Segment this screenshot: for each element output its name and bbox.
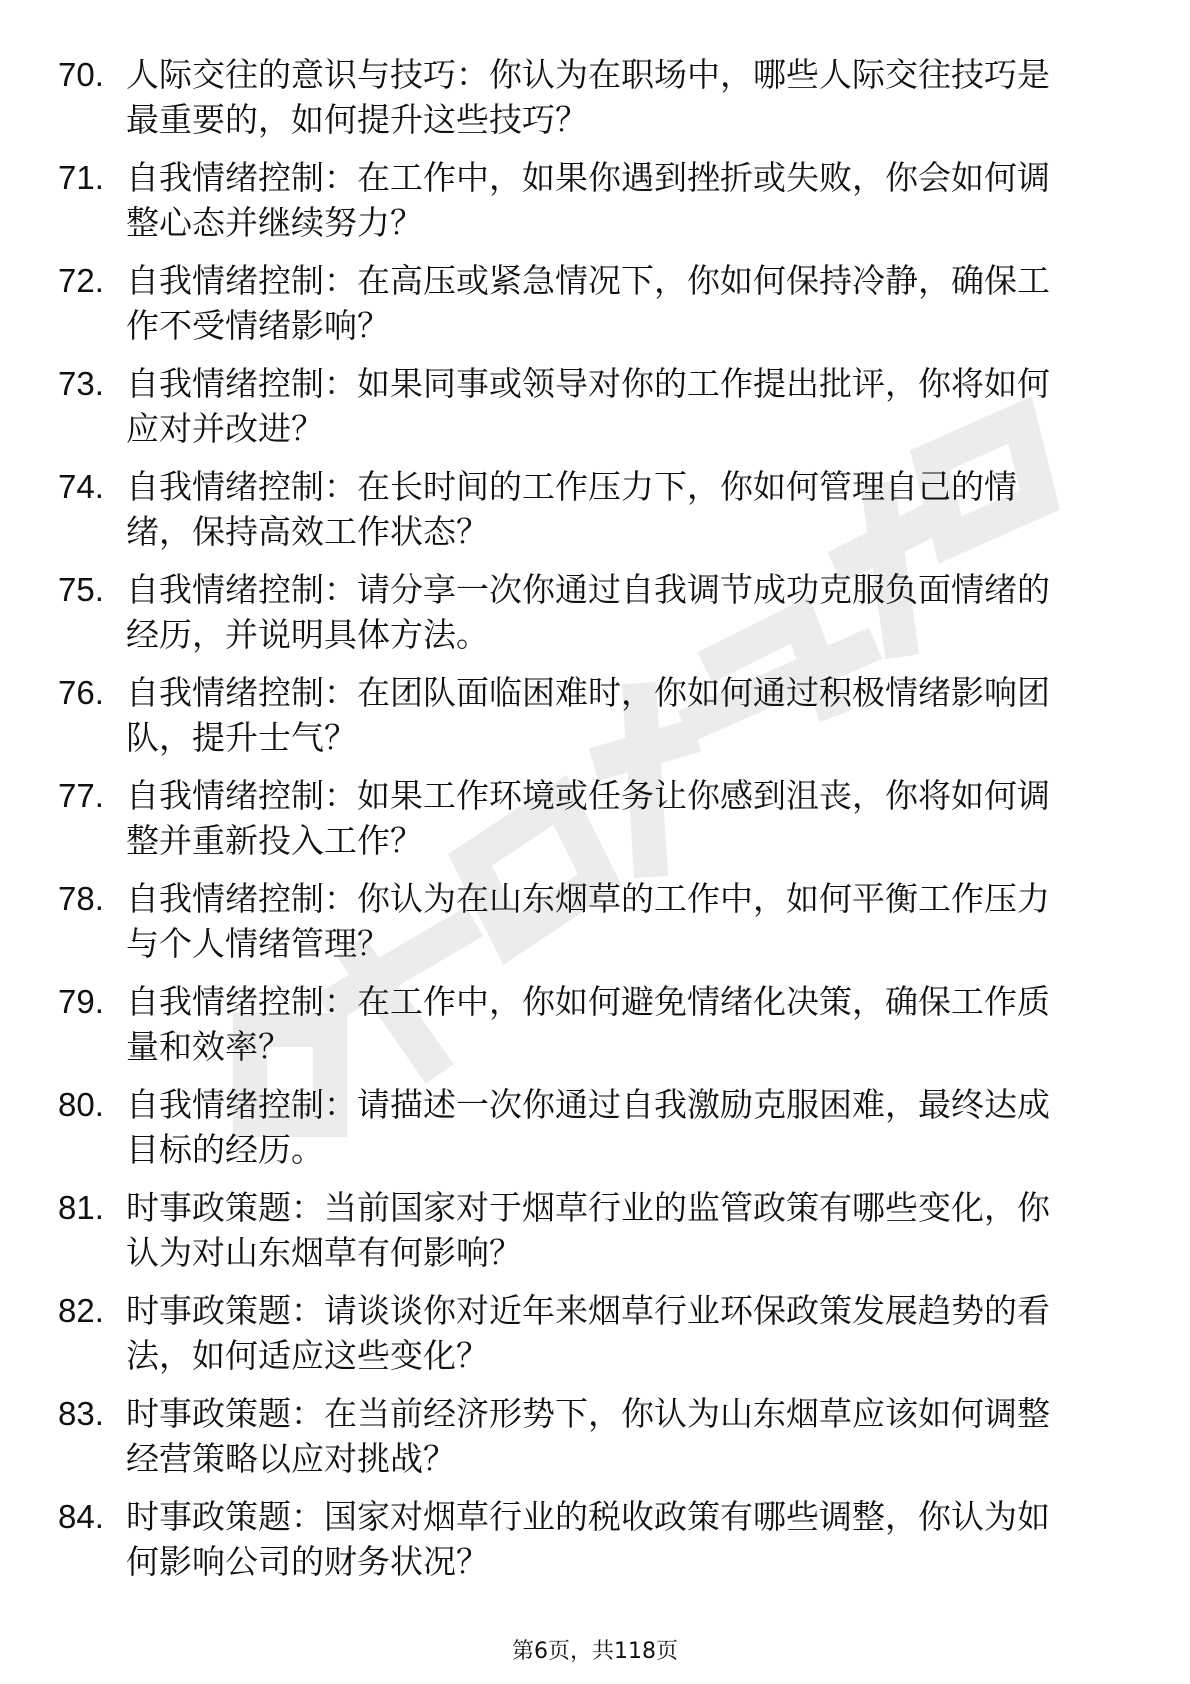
page-number: 第6页，共118页 [512, 1639, 678, 1664]
question-text: 自我情绪控制：在高压或紧急情况下，你如何保持冷静，确保工作不受情绪影响？ [126, 261, 1050, 345]
question-item [58, 155, 1118, 245]
question-number: 73. [58, 365, 104, 402]
question-number: 83. [58, 1395, 104, 1432]
question-item [58, 1391, 1118, 1481]
question-text: 自我情绪控制：在工作中，如果你遇到挫折或失败，你会如何调整心态并继续努力？ [126, 158, 1050, 242]
question-number: 76. [58, 674, 104, 711]
question-item [58, 979, 1118, 1069]
question-number: 78. [58, 880, 104, 917]
question-text: 自我情绪控制：如果工作环境或任务让你感到沮丧，你将如何调整并重新投入工作？ [126, 776, 1050, 860]
question-item [58, 361, 1118, 451]
question-text: 时事政策题：在当前经济形势下，你认为山东烟草应该如何调整经营策略以应对挑战？ [126, 1394, 1050, 1478]
question-number: 81. [58, 1189, 104, 1226]
question-item [58, 773, 1118, 863]
question-item [58, 1494, 1118, 1584]
question-item [58, 670, 1118, 760]
question-number: 77. [58, 777, 104, 814]
question-text: 时事政策题：国家对烟草行业的税收政策有哪些调整，你认为如何影响公司的财务状况？ [126, 1497, 1050, 1581]
question-number: 80. [58, 1086, 104, 1123]
question-text: 自我情绪控制：请分享一次你通过自我调节成功克服负面情绪的经历，并说明具体方法。 [126, 570, 1050, 654]
question-number: 84. [58, 1498, 104, 1535]
question-text: 自我情绪控制：在团队面临困难时，你如何通过积极情绪影响团队，提升士气？ [126, 673, 1050, 757]
question-number: 79. [58, 983, 104, 1020]
question-number: 71. [58, 159, 104, 196]
question-number: 74. [58, 468, 104, 505]
question-text: 自我情绪控制：在长时间的工作压力下，你如何管理自己的情绪，保持高效工作状态？ [126, 467, 1017, 551]
question-text: 时事政策题：请谈谈你对近年来烟草行业环保政策发展趋势的看法，如何适应这些变化？ [126, 1291, 1050, 1375]
question-text: 自我情绪控制：请描述一次你通过自我激励克服困难，最终达成目标的经历。 [126, 1085, 1050, 1169]
question-text: 自我情绪控制：你认为在山东烟草的工作中，如何平衡工作压力与个人情绪管理？ [126, 879, 1050, 963]
question-number: 75. [58, 571, 104, 608]
question-text: 人际交往的意识与技巧：你认为在职场中，哪些人际交往技巧是最重要的，如何提升这些技巧？ [126, 55, 1050, 139]
question-list [58, 52, 1118, 1597]
question-number: 72. [58, 262, 104, 299]
question-text: 自我情绪控制：如果同事或领导对你的工作提出批评，你将如何应对并改进？ [126, 364, 1050, 448]
question-number: 82. [58, 1292, 104, 1329]
question-item [58, 52, 1118, 142]
question-item [58, 567, 1118, 657]
question-item [58, 1082, 1118, 1172]
question-item [58, 258, 1118, 348]
question-item [58, 464, 1118, 554]
question-text: 自我情绪控制：在工作中，你如何避免情绪化决策，确保工作质量和效率？ [126, 982, 1050, 1066]
question-number: 70. [58, 56, 104, 93]
question-item [58, 1185, 1118, 1275]
question-item [58, 1288, 1118, 1378]
question-text: 时事政策题：当前国家对于烟草行业的监管政策有哪些变化，你认为对山东烟草有何影响？ [126, 1188, 1050, 1272]
question-item [58, 876, 1118, 966]
